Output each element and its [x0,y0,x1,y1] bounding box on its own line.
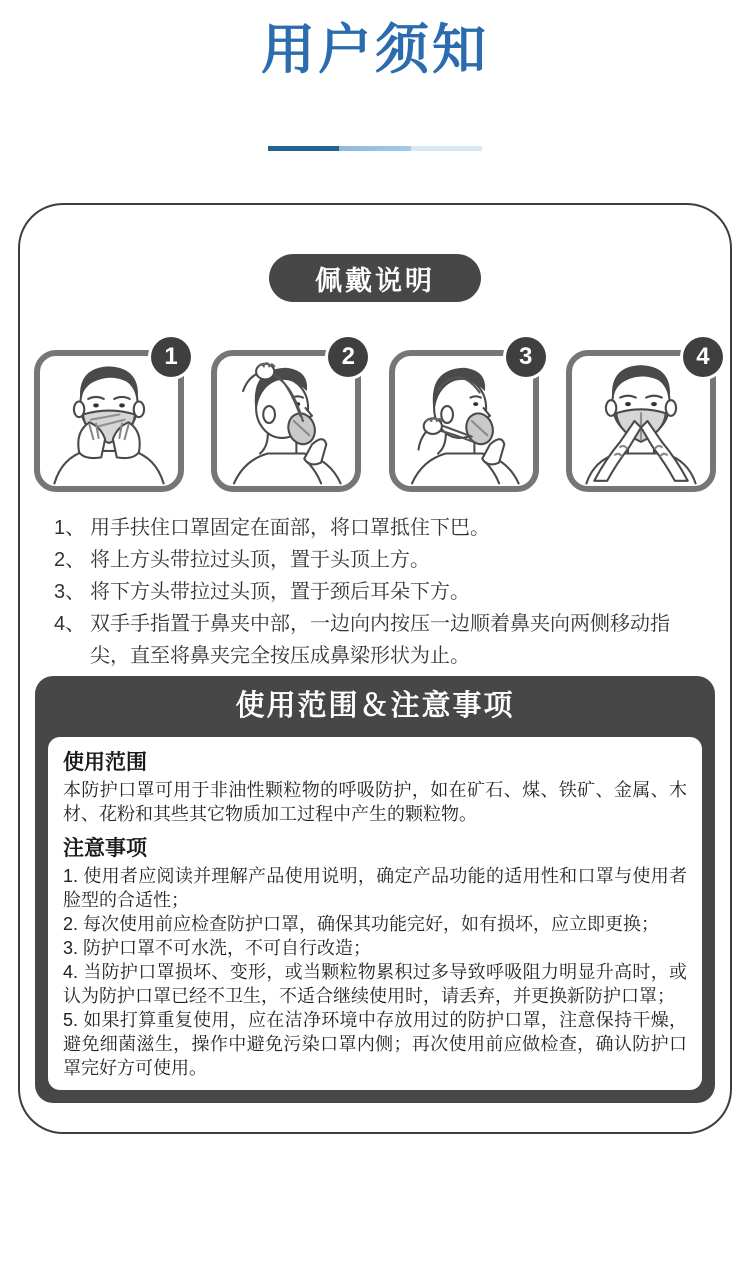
usage-section-header: 使用范围＆注意事项 [235,690,515,722]
step-4-illustration [572,356,710,486]
instruction-text: 将下方头带拉过头顶，置于颈后耳朵下方。 [90,581,470,603]
wearing-badge: 佩戴说明 [269,254,481,302]
scope-title: 使用范围 [63,751,147,774]
usage-section-body [48,737,702,1090]
divider-segment-dark [268,146,339,151]
note-item: 4. 当防护口罩损坏、变形，或当颗粒物累积过多导致呼吸阻力明显升高时，或认为防护口罩已经不卫生，不适合继续使用时，请丢弃，并更换新防护口罩； [63,962,687,1006]
instruction-text: 双手手指置于鼻夹中部，一边向内按压一边顺着鼻夹向两侧移动指尖，直至将鼻夹完全按压成鼻梁形状为止。 [90,613,670,667]
usage-section [35,676,715,1103]
note-item: 3. 防护口罩不可水洗，不可自行改造； [63,938,372,958]
step-figure-2 [211,343,361,492]
step-number-badge: 1 [151,337,191,377]
instruction-item [54,576,702,608]
step-1-illustration [40,356,178,486]
instruction-text: 用手扶住口罩固定在面部，将口罩抵住下巴。 [90,517,490,539]
step-number-badge: 4 [683,337,723,377]
instruction-number: 4、 [54,613,86,635]
note-item: 2. 每次使用前应检查防护口罩，确保其功能完好，如有损坏，应立即更换； [63,914,660,934]
step-number-badge: 3 [506,337,546,377]
instruction-number: 2、 [54,549,86,571]
notes-title: 注意事项 [63,837,147,860]
steps-row [34,343,716,492]
instruction-item [54,608,702,672]
page-title: 用户须知 [261,20,489,80]
note-item: 1. 使用者应阅读并理解产品使用说明，确定产品功能的适用性和口罩与使用者脸型的合适性； [63,866,687,910]
instruction-text: 将上方头带拉过头顶，置于头顶上方。 [90,549,430,571]
step-figure-3 [389,343,539,492]
instruction-number: 3、 [54,581,86,603]
instruction-list [54,512,702,672]
note-item: 5. 如果打算重复使用，应在洁净环境中存放用过的防护口罩，注意保持干燥，避免细菌滋生，操作中避免污染口罩内侧；再次使用前应做检查，确认防护口罩完好方可使用。 [63,1010,687,1078]
step-figure-1 [34,343,184,492]
step-number-badge: 2 [328,337,368,377]
divider-segment-light [411,146,482,151]
step-3-illustration [395,356,533,486]
step-2-illustration [217,356,355,486]
instruction-number: 1、 [54,517,86,539]
instruction-item [54,512,702,544]
title-divider [268,146,482,151]
instruction-card [18,203,732,1134]
step-figure-4 [566,343,716,492]
divider-segment-mid [339,146,410,151]
instruction-item [54,544,702,576]
scope-text: 本防护口罩可用于非油性颗粒物的呼吸防护，如在矿石、煤、铁矿、金属、木材、花粉和其些其它物质加工过程中产生的颗粒物。 [63,780,687,824]
